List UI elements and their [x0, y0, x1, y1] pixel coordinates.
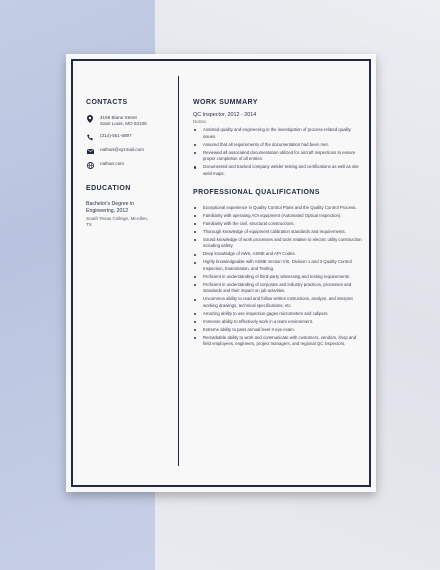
work-summary-list: [193, 127, 365, 177]
phone-text: (314)-551-6897: [100, 133, 132, 138]
contacts-heading: CONTACTS: [86, 99, 128, 106]
list-item: Documented and tracked company welder testing and certifications as well as site weld maps.: [193, 164, 365, 177]
list-item: Assured that all requirements of the documentation had been met.: [193, 142, 365, 149]
list-item: Immense ability to effectively work in a team environment.: [193, 319, 365, 326]
list-item: Familiarity with the civil, structural constructions.: [193, 221, 365, 228]
resume-page: [66, 54, 376, 492]
school-line-2: TX: [86, 221, 92, 227]
list-item: Highly knowledgeable with ASME section VIII, Division 1 and 3 Quality Control Inspection, Examination, and Testing.: [193, 259, 365, 272]
degree-line-2: Engineering, 2012: [86, 207, 129, 214]
work-summary-heading: WORK SUMMARY: [193, 99, 258, 106]
degree-line-1: Bachelor's Degree in: [86, 201, 134, 207]
school-line-1: South Texas College, McAllen,: [86, 216, 149, 221]
list-item: Extreme ability to pass annual level II eye exam.: [193, 327, 365, 334]
left-column: [86, 99, 168, 228]
qualifications-heading: PROFESSIONAL QUALIFICATIONS: [193, 188, 320, 196]
list-item: Amazing ability to use inspection gages micrometers and calipers.: [193, 311, 365, 318]
list-item: Thorough knowledge of equipment calibration standards and requirements.: [193, 229, 365, 236]
list-item: Proficient in understanding of corporate and industry practices, processes and standards and their impact on job activities.: [193, 282, 365, 295]
address-line-1: 4159 Blane Street: [100, 115, 137, 120]
list-item: Assisted quality and engineering in the investigation of process-related quality issues.: [193, 127, 365, 140]
right-column: [193, 99, 365, 349]
mail-icon: [86, 147, 94, 155]
contact-website: [86, 161, 168, 169]
contact-email: [86, 147, 168, 155]
phone-icon: [86, 133, 94, 141]
email-text: nathan@xyzmail.com: [100, 147, 144, 152]
job-title: QC Inspector, 2012 - 2014: [193, 112, 257, 118]
column-divider: [178, 76, 179, 466]
education-heading: EDUCATION: [86, 185, 131, 192]
list-item: Familiarity with operating AOI equipment (Automated Optical Inspection).: [193, 213, 365, 220]
list-item: Deep knowledge of AWS, ASME and API Codes.: [193, 251, 365, 258]
website-text: nathan.com: [100, 161, 125, 166]
company-name: Notrax: [193, 119, 206, 124]
list-item: Exceptional experience in Quality Control Plans and the Quality Control Process.: [193, 205, 365, 212]
qualifications-list: [193, 205, 365, 348]
globe-icon: [86, 161, 94, 169]
contact-phone: [86, 133, 168, 141]
location-pin-icon: [86, 115, 94, 123]
list-item: Proficient in understanding of third-party witnessing and testing requirements.: [193, 274, 365, 281]
address-line-2: Saint Louis, MO 63108: [100, 121, 147, 126]
contact-address: [86, 115, 168, 127]
list-item: Remarkable ability to work and communicate with customers, vendors, shop and field employees, engineers, project managers, and regional QC inspectors.: [193, 335, 365, 348]
list-item: Uncommon ability to read and follow written instructions, analyze, and interpret working drawings, technical specifications, etc.: [193, 296, 365, 309]
list-item: Reviewed all associated documentation utilized for aircraft inspections to ensure proper completion of all entries.: [193, 150, 365, 163]
list-item: Sound knowledge of work processes and tools relative to electric utility construction including safety.: [193, 237, 365, 250]
